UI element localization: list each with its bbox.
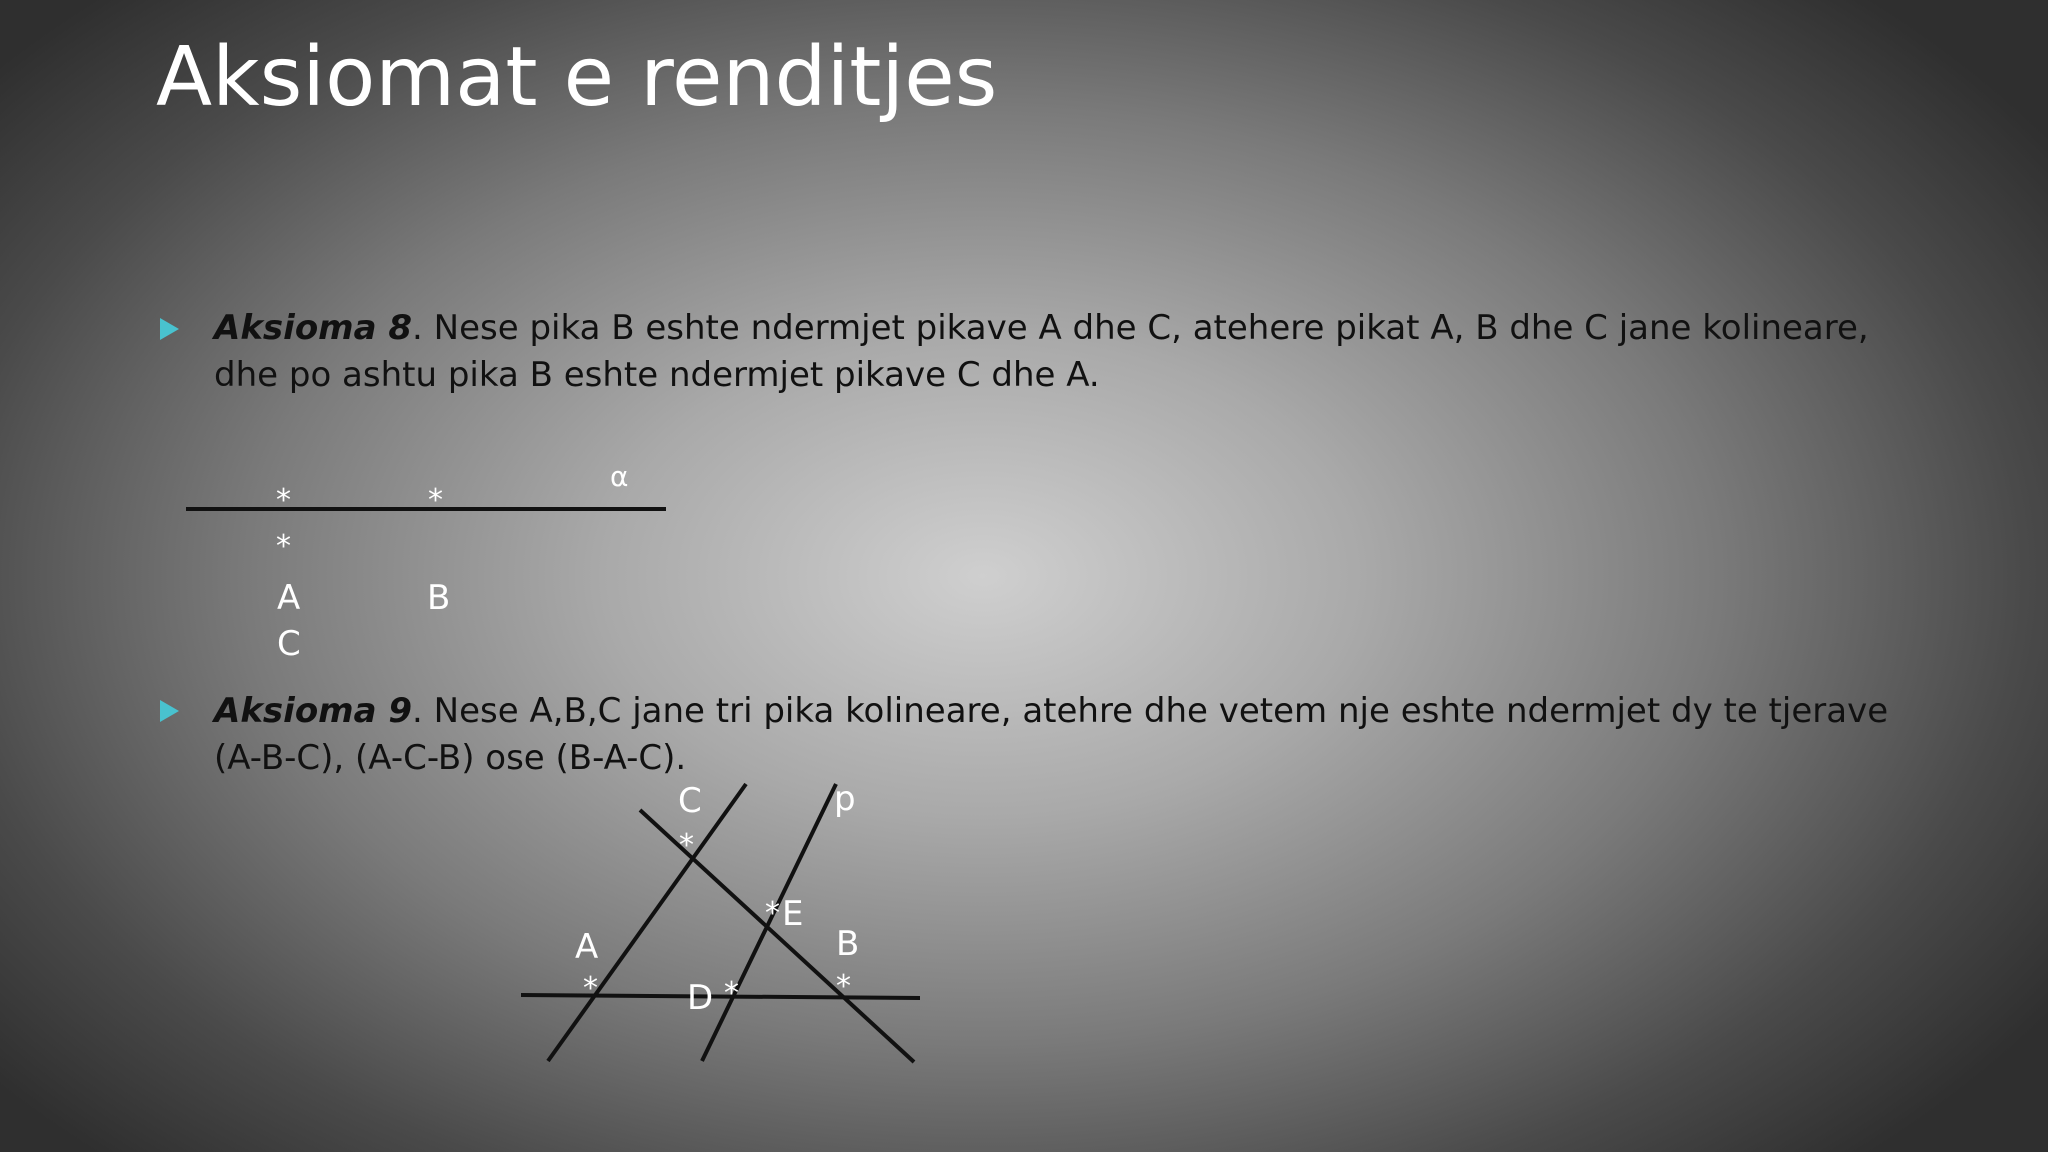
point-e-marker: * xyxy=(765,896,780,931)
line-ac xyxy=(548,784,746,1061)
point-b-label: B xyxy=(427,578,451,618)
point-c-label: C xyxy=(678,781,702,821)
axiom-9-label: Aksioma 9 xyxy=(214,691,413,731)
point-b-marker: * xyxy=(836,969,851,1004)
point-b-marker: * xyxy=(428,483,443,518)
point-b-label: B xyxy=(836,924,860,964)
point-a-label: A xyxy=(277,578,301,618)
axiom-8-label: Aksioma 8 xyxy=(214,308,413,348)
line-p-label: p xyxy=(834,779,856,819)
point-a-marker: * xyxy=(276,483,291,518)
axiom-9-text: . Nese A,B,C jane tri pika kolineare, atehre dhe vetem nje eshte ndermjet dy te tjerave (A-B-C), (A-C-B) ose (B-A-C). xyxy=(214,691,1889,778)
axiom-8-text: . Nese pika B eshte ndermjet pikave A dhe C, atehere pikat A, B dhe C jane kolineare, dhe po ashtu pika B eshte ndermjet pikave C dhe A. xyxy=(214,308,1869,395)
point-d-marker: * xyxy=(724,976,739,1011)
point-e-label: E xyxy=(782,894,804,934)
point-a-label: A xyxy=(575,927,599,967)
line-ab xyxy=(521,995,920,998)
point-a-marker: * xyxy=(583,971,598,1006)
point-c-marker: * xyxy=(276,529,291,564)
slide-title: Aksiomat e renditjes xyxy=(156,30,998,125)
point-c-label: C xyxy=(277,624,301,664)
line-alpha-label: α xyxy=(610,460,629,493)
point-c-marker: * xyxy=(679,828,694,863)
point-d-label: D xyxy=(687,978,714,1018)
